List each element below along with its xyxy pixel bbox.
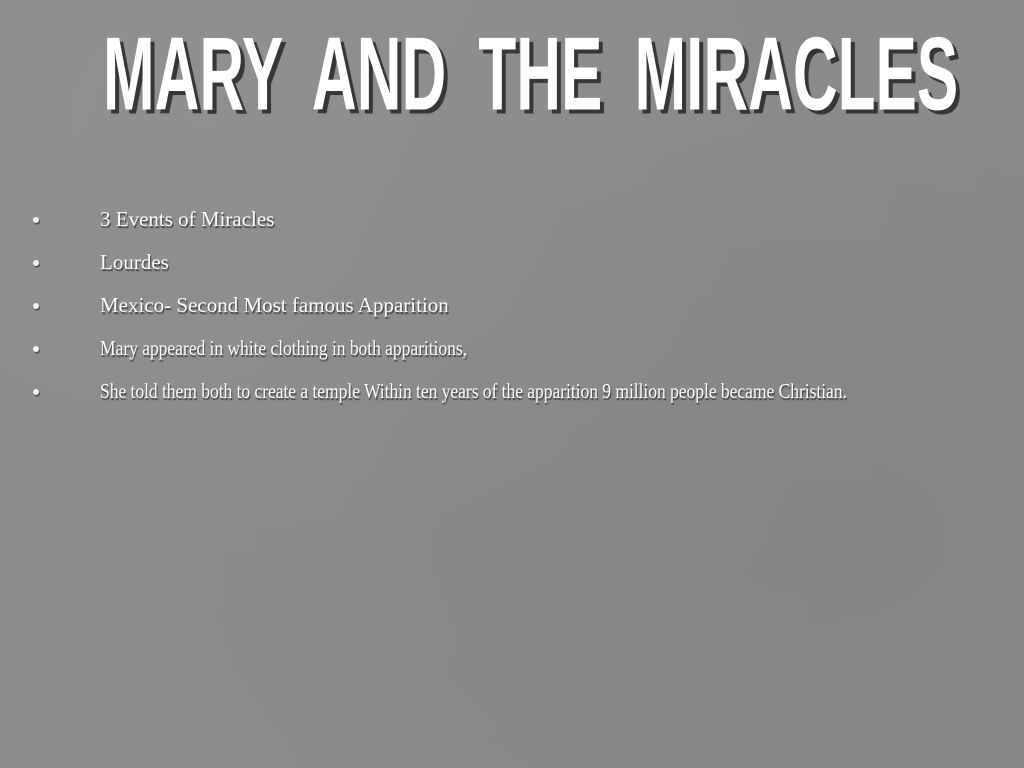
slide-title — [103, 15, 1003, 133]
bullet-icon — [33, 260, 39, 266]
bullet-text: 3 Events of Miracles — [100, 206, 275, 231]
slide-title-text: MARY AND THE MIRACLES — [103, 15, 959, 133]
list-item — [0, 327, 1000, 370]
list-item — [0, 284, 1000, 327]
bullet-icon — [33, 217, 39, 223]
bullet-text: Lourdes — [100, 249, 169, 274]
bullet-list — [0, 198, 1000, 413]
bullet-icon — [33, 303, 39, 309]
bullet-icon — [33, 389, 39, 395]
bullet-text: She told them both to create a temple Within ten years of the apparition 9 million people became Christian. — [100, 378, 847, 403]
list-item — [0, 370, 1000, 413]
list-item — [0, 241, 1000, 284]
list-item — [0, 198, 1000, 241]
bullet-icon — [33, 346, 39, 352]
bullet-text: Mexico- Second Most famous Apparition — [100, 292, 449, 317]
bullet-text: Mary appeared in white clothing in both apparitions, — [100, 335, 467, 360]
